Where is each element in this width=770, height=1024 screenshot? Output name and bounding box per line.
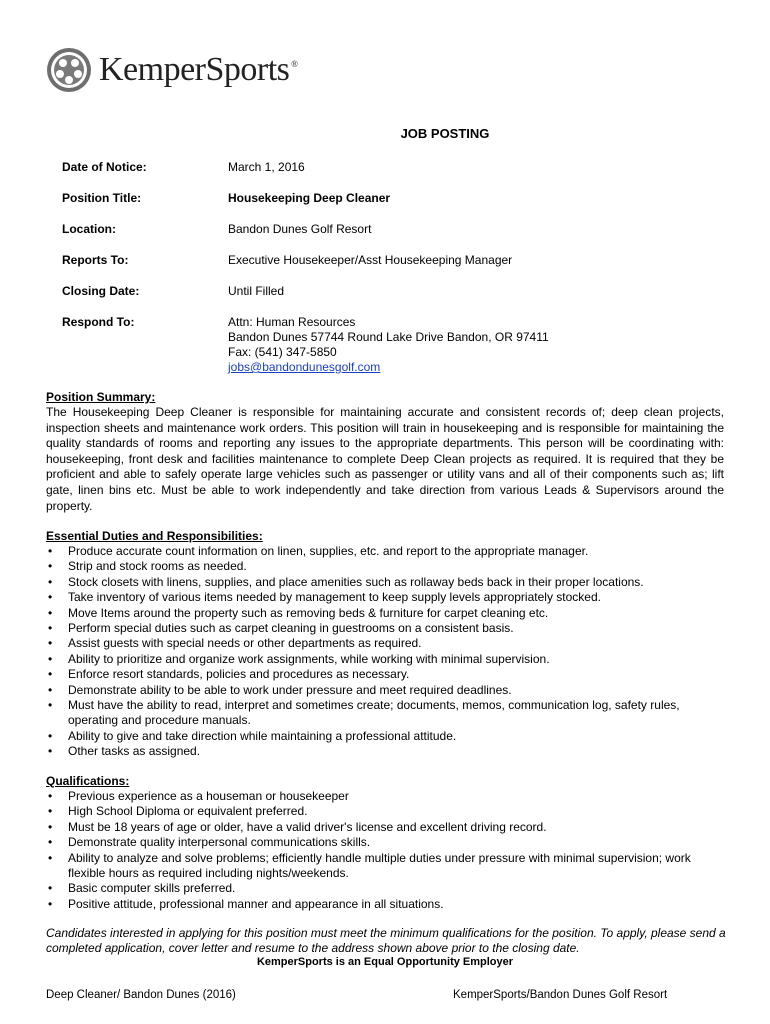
respond-block xyxy=(228,315,549,375)
location-label: Location: xyxy=(62,222,116,236)
duties-heading: Essential Duties and Responsibilities: xyxy=(46,529,263,543)
qualifications-list xyxy=(46,789,726,912)
list-item: • Enforce resort standards, policies and procedures as necessary. xyxy=(46,667,726,682)
date-label: Date of Notice: xyxy=(62,160,147,174)
location-value: Bandon Dunes Golf Resort xyxy=(228,222,372,236)
position-value: Housekeeping Deep Cleaner xyxy=(228,191,391,205)
summary-heading: Position Summary: xyxy=(46,390,156,404)
application-instructions: Candidates interested in applying for this position must meet the minimum qualifications for the position. To apply, please send a completed application, cover letter and resume to the address shown above prior to the closing date. xyxy=(46,926,726,956)
list-item: • Ability to give and take direction while maintaining a professional attitude. xyxy=(46,729,726,744)
respond-label: Respond To: xyxy=(62,315,135,329)
golf-ball-icon xyxy=(45,46,93,94)
list-item: • Assist guests with special needs or other departments as required. xyxy=(46,636,726,651)
date-value: March 1, 2016 xyxy=(228,160,305,174)
list-item: • Other tasks as assigned. xyxy=(46,744,726,759)
closing-value: Until Filled xyxy=(228,284,285,298)
list-item: • Move Items around the property such as removing beds & furniture for carpet cleaning etc. xyxy=(46,606,726,621)
list-item: • Demonstrate quality interpersonal communications skills. xyxy=(46,835,726,850)
reports-value: Executive Housekeeper/Asst Housekeeping Manager xyxy=(228,253,513,267)
logo-wordmark: KemperSports ® xyxy=(99,51,298,88)
list-item: • High School Diploma or equivalent preferred. xyxy=(46,804,726,819)
list-item: • Take inventory of various items needed by management to keep supply levels appropriately stocked. xyxy=(46,590,726,605)
list-item: • Produce accurate count information on linen, supplies, etc. and report to the appropriate manager. xyxy=(46,544,726,559)
list-item: • Must be 18 years of age or older, have a valid driver's license and excellent driving record. xyxy=(46,820,726,835)
equal-opportunity-statement: KemperSports is an Equal Opportunity Employer xyxy=(256,956,514,968)
list-item: • Must have the ability to read, interpret and sometimes create; documents, memos, communication log, safety rules, operating and procedure manuals. xyxy=(46,698,726,729)
respond-fax: Fax: (541) 347-5850 xyxy=(228,345,337,359)
summary-text: The Housekeeping Deep Cleaner is responsible for maintaining accurate and consistent records of; deep clean projects, inspection sheets and maintenance work orders. This position will train in housekeeping and is responsible for maintaining the quality standards of rooms and reporting any issues to the appropriate departments. This person will be coordinating with: housekeeping, front desk and facilities maintenance to complete Deep Clean projects as required. It is required that they be proficient and able to safely operate large vehicles such as passenger or utility vans and all of their components such as; lift gate, linen bins etc. Must be able to work independently and take direction from various Leads & Supervisors around the property. xyxy=(46,405,724,513)
closing-label: Closing Date: xyxy=(62,284,140,298)
list-item: • Basic computer skills preferred. xyxy=(46,881,726,896)
list-item: • Ability to analyze and solve problems; efficiently handle multiple duties under pressure with minimal supervision; work flexible hours as required including nights/weekends. xyxy=(46,851,726,882)
list-item: • Ability to prioritize and organize work assignments, while working with minimal supervision. xyxy=(46,652,726,667)
footer-right: KemperSports/Bandon Dunes Golf Resort xyxy=(453,989,668,1001)
page-title: JOB POSTING xyxy=(400,126,490,141)
respond-email-link[interactable]: jobs@bandondunesgolf.com xyxy=(228,360,381,374)
list-item: • Previous experience as a houseman or housekeeper xyxy=(46,789,726,804)
list-item: • Demonstrate ability to be able to work under pressure and meet required deadlines. xyxy=(46,683,726,698)
respond-attn: Attn: Human Resources xyxy=(228,315,356,329)
list-item: • Positive attitude, professional manner and appearance in all situations. xyxy=(46,897,726,912)
company-logo xyxy=(45,46,298,94)
list-item: • Stock closets with linens, supplies, and place amenities such as rollaway beds back in their proper locations. xyxy=(46,575,726,590)
reports-label: Reports To: xyxy=(62,253,129,267)
footer-left: Deep Cleaner/ Bandon Dunes (2016) xyxy=(46,989,236,1001)
list-item: • Perform special duties such as carpet cleaning in guestrooms on a consistent basis. xyxy=(46,621,726,636)
qualifications-heading: Qualifications: xyxy=(46,774,130,788)
duties-list xyxy=(46,544,726,760)
position-label: Position Title: xyxy=(62,191,142,205)
respond-address: Bandon Dunes 57744 Round Lake Drive Bandon, OR 97411 xyxy=(228,330,549,344)
list-item: • Strip and stock rooms as needed. xyxy=(46,559,726,574)
